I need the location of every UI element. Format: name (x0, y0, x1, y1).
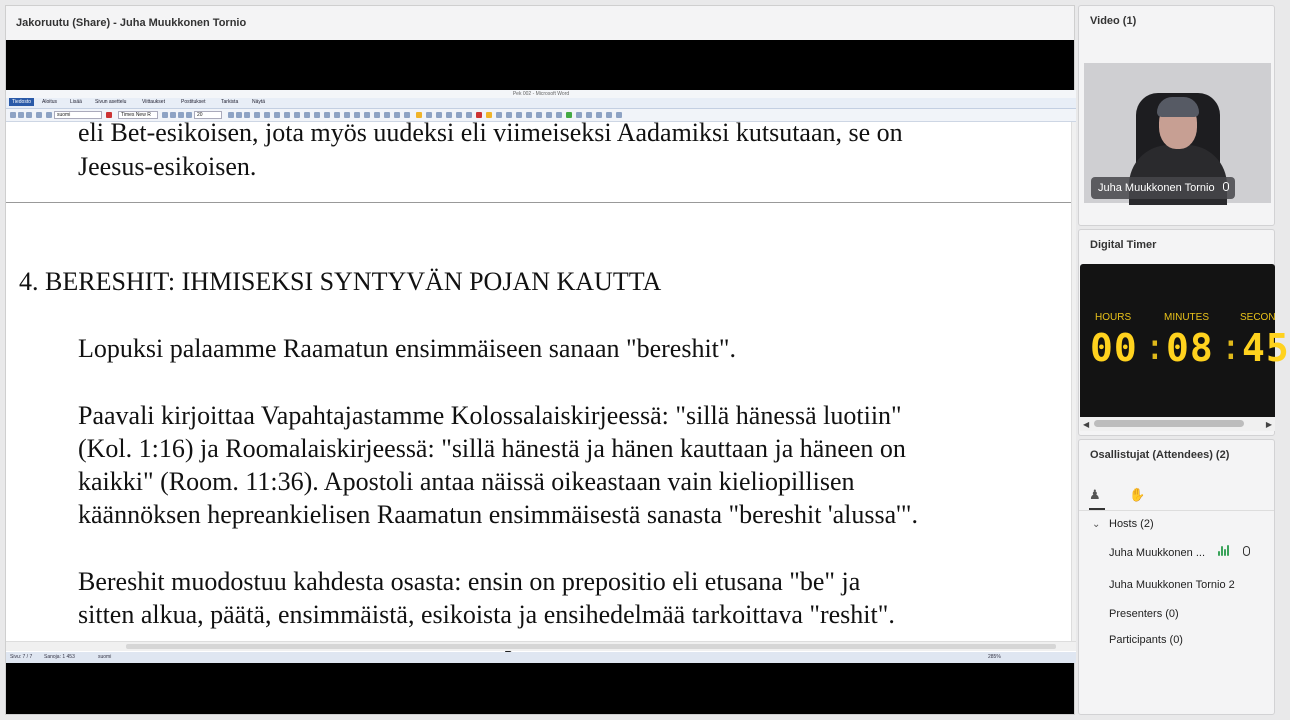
timer-horizontal-scrollbar[interactable] (1080, 417, 1275, 431)
doc-line: Bereshit muodostuu kahdesta osasta: ensin on prepositio eli etusana "be" ja (78, 567, 861, 596)
redo-icon[interactable] (26, 112, 32, 118)
participant-name: Juha Muukkonen Tornio (1098, 182, 1215, 194)
video-pod-title: Video (1) (1090, 15, 1137, 27)
timer-scroll-thumb[interactable] (1094, 420, 1244, 427)
minutes-digits: 08 (1166, 326, 1214, 370)
format-painter-icon[interactable] (36, 112, 42, 118)
timer-separator: : (1144, 327, 1166, 368)
attendee-list-icon[interactable]: ♟ (1089, 487, 1101, 502)
tab-aloitus[interactable]: Aloitus (42, 99, 58, 105)
doc-line: Jeesus-esikoisen. (78, 152, 257, 181)
word-ribbon-tabs (6, 98, 1076, 109)
zoom-level[interactable]: 285% (988, 654, 1001, 660)
shared-word-window (6, 90, 1076, 663)
tab-nayta[interactable]: Näytä (252, 99, 266, 105)
horizontal-scroll-thumb[interactable] (126, 644, 1056, 649)
hours-label: HOURS (1095, 312, 1132, 323)
doc-line: Paavali kirjoittaa Vapahtajastamme Kolossalaiskirjeessä: "sillä hänessä luotiin" (78, 401, 902, 430)
vertical-scrollbar[interactable] (1071, 122, 1076, 641)
divider (1079, 510, 1274, 511)
participants-group[interactable]: Participants (0) (1109, 634, 1183, 646)
tab-tarkista[interactable]: Tarkista (221, 99, 239, 105)
scroll-right-icon[interactable]: ▶ (1265, 420, 1272, 429)
timer-pod-title: Digital Timer (1090, 239, 1157, 251)
horizontal-scrollbar[interactable] (6, 641, 1076, 651)
spell-check-icon[interactable] (46, 112, 52, 118)
doc-line: Lopuksi palaamme Raamatun ensimmäiseen sanaan "bereshit". (78, 334, 737, 363)
status-page: Sivu: 7 / 7 (10, 654, 33, 660)
share-pod (5, 5, 1075, 715)
font-select[interactable]: Times New R (118, 111, 158, 119)
host-row[interactable]: Juha Muukkonen Tornio 2 (1109, 579, 1235, 591)
page-break (6, 202, 1071, 203)
section-heading: 4. BERESHIT: IHMISEKSI SYNTYVÄN POJAN KAUTTA (19, 267, 662, 296)
timer-display (1080, 264, 1290, 417)
video-name-label (1091, 177, 1235, 199)
chevron-down-icon[interactable]: ⌄ (1092, 519, 1101, 530)
scroll-left-icon[interactable]: ◀ (1083, 420, 1090, 429)
person-hair-shape (1157, 97, 1199, 117)
doc-line: eli Bet-esikoisen, jota myös uudeksi eli viimeiseksi Aadamiksi kutsutaan, se on (78, 118, 903, 147)
seconds-digits: 45 (1242, 326, 1290, 370)
save-icon[interactable] (10, 112, 16, 118)
seconds-label: SECON (1240, 312, 1276, 323)
video-pod (1078, 5, 1275, 226)
attendees-pod-title: Osallistujat (Attendees) (2) (1090, 449, 1230, 461)
word-title-bar: Pek 002 - Microsoft Word (6, 90, 1076, 98)
raise-hand-icon[interactable]: ✋ (1129, 487, 1146, 502)
tab-tiedosto[interactable]: Tiedosto (9, 98, 34, 106)
doc-line: kaikki" (Room. 11:36). Apostoli antaa näissä oikeastaan vain kieliopillisen (78, 467, 855, 496)
word-status-bar (6, 652, 1076, 663)
microphone-icon[interactable] (1243, 546, 1250, 556)
document-page[interactable] (6, 118, 1071, 641)
hours-digits: 00 (1090, 326, 1138, 370)
tab-sivun-asettelu[interactable]: Sivun asettelu (95, 99, 127, 105)
status-language: suomi (98, 654, 112, 660)
hosts-group[interactable]: Hosts (2) (1109, 518, 1154, 530)
tab-viittaukset[interactable]: Viittaukset (142, 99, 165, 105)
tab-lisaa[interactable]: Lisää (70, 99, 82, 105)
host-row[interactable]: Juha Muukkonen ... (1109, 547, 1206, 559)
undo-icon[interactable] (18, 112, 24, 118)
timer-separator: : (1220, 327, 1242, 368)
doc-line: sitten alkua, päätä, ensimmäistä, esikoista ja ensihedelmää tarkoittava "reshit". (78, 600, 895, 629)
doc-line: käännöksen hepreankielisen Raamatun ensimmäisestä sanasta "bereshit 'alussa'". (78, 500, 918, 529)
style-select[interactable]: suomi (54, 111, 102, 119)
tab-postitukset[interactable]: Postitukset (181, 99, 206, 105)
minutes-label: MINUTES (1164, 312, 1209, 323)
attendees-pod (1078, 439, 1275, 715)
speaking-indicator-icon (1218, 546, 1232, 558)
presenters-group[interactable]: Presenters (0) (1109, 608, 1179, 620)
doc-line: (Kol. 1:16) ja Roomalaiskirjeessä: "sillä hänestä ja hänen kauttaan ja häneen on (78, 434, 906, 463)
font-size-select[interactable]: 20 (194, 111, 222, 119)
digital-timer-pod (1078, 229, 1290, 436)
status-words: Sanoja: 1 453 (44, 654, 75, 660)
webcam-video[interactable] (1084, 63, 1271, 203)
share-pod-title: Jakoruutu (Share) - Juha Muukkonen Tornio (6, 6, 1074, 40)
microphone-icon (1223, 182, 1229, 191)
